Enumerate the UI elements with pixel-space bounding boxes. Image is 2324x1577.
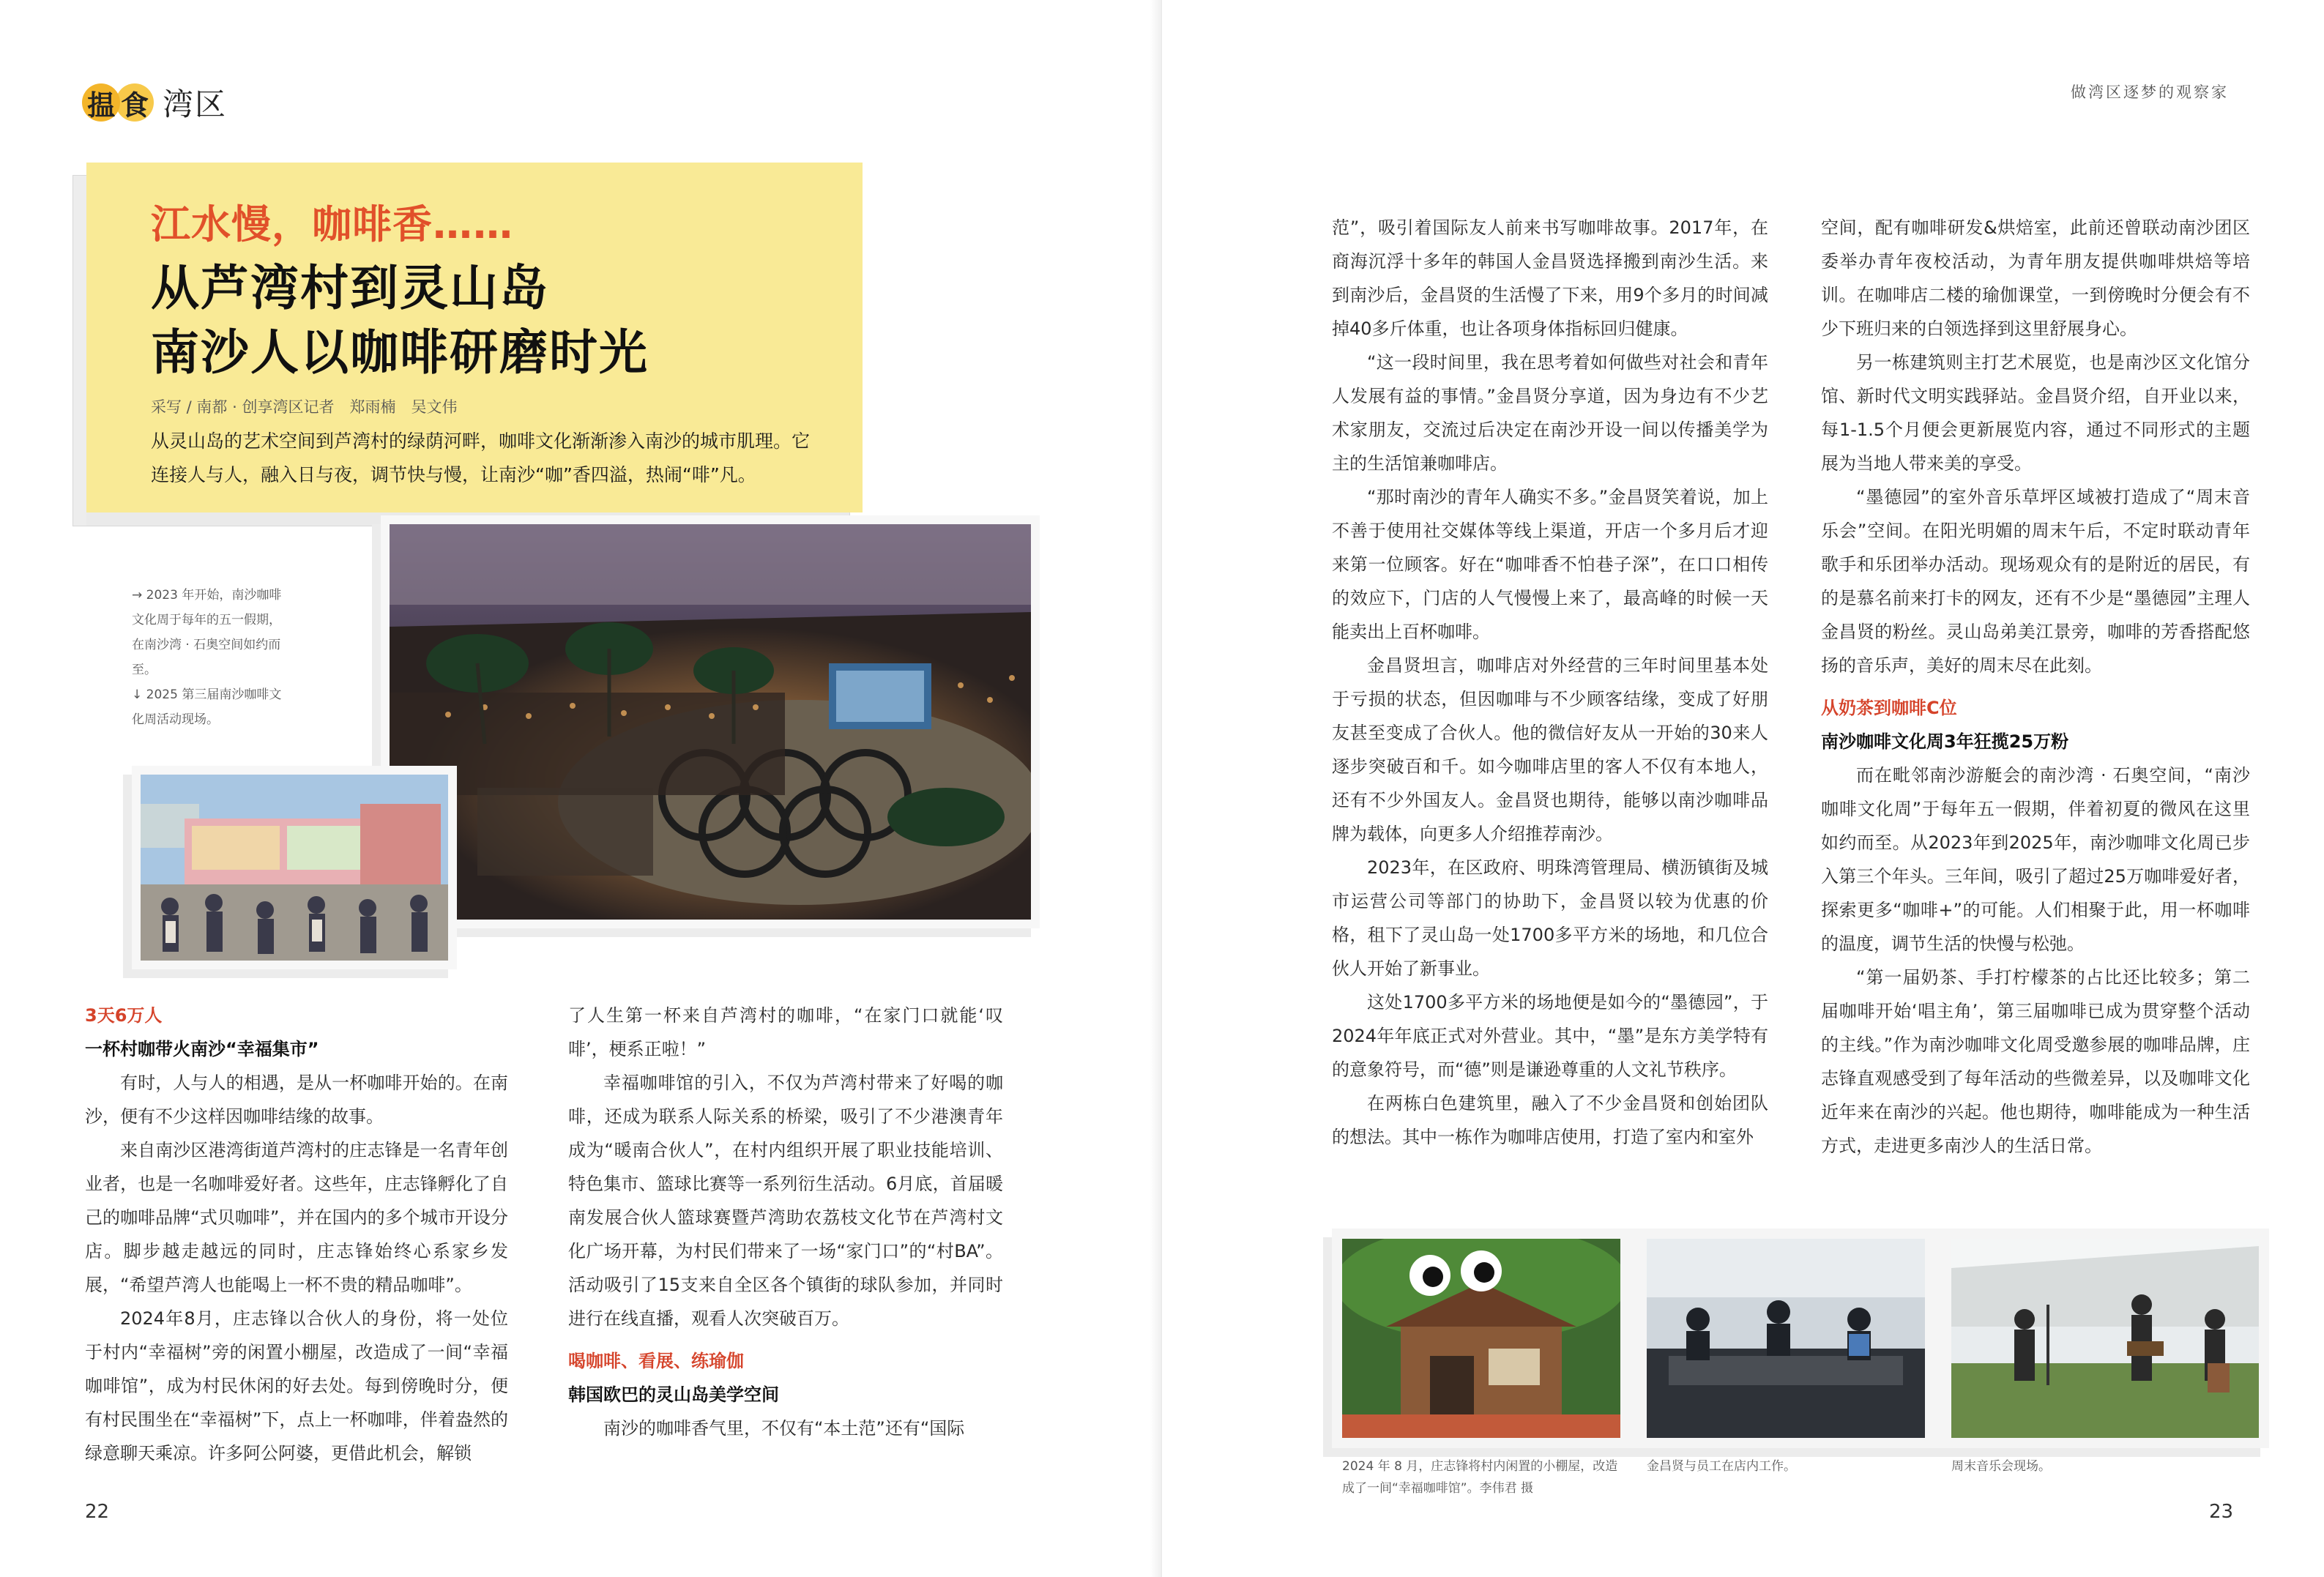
main-event-photo: [381, 515, 1040, 928]
night-plaza-image: [390, 524, 1031, 920]
headline-line-1: 从芦湾村到灵山岛: [151, 260, 549, 316]
headline: [151, 256, 649, 385]
section-heading-red: 喝咖啡、看展、练瑜伽: [568, 1351, 744, 1371]
section-heading-red: 3天6万人: [85, 1005, 163, 1026]
deck-summary: 从灵山岛的艺术空间到芦湾村的绿荫河畔，咖啡文化渐渐渗入南沙的城市肌理。它连接人与人，融入日与夜，调节快与慢，让南沙“咖”香四溢，热闹“啡”凡。: [151, 430, 811, 485]
right-column-2: [1821, 211, 2250, 1163]
headline-line-2: 南沙人以咖啡研磨时光: [151, 324, 649, 381]
paragraph: “第一届奶茶、手打柠檬茶的占比还比较多；第二届咖啡开始‘唱主角’，第三届咖啡已成为贯穿整个活动的主线。”作为南沙咖啡文化周受邀参展的咖啡品牌，庄志锋直观感受到了每年活动的些微差异，以及咖啡文化近年来在南沙的兴起。他也期待，咖啡能成为一种生活方式，走进更多南沙人的生活日常。: [1821, 967, 2250, 1156]
paragraph: 这处1700多平方米的场地便是如今的“墨德园”，于2024年年底正式对外营业。其中，“墨”是东方美学特有的意象符号，而“德”则是谦逊尊重的人文礼节秩序。: [1332, 992, 1768, 1080]
section-subheading: 韩国欧巴的灵山岛美学空间: [568, 1384, 779, 1405]
title-box: [86, 163, 863, 512]
paragraph: 南沙的咖啡香气里，不仅有“本土范”还有“国际: [603, 1418, 965, 1439]
logo-char-2: 食: [120, 88, 149, 122]
byline: 采写 / 南都 · 创享湾区记者 郑雨楠 吴文伟: [151, 398, 458, 416]
right-page: [1162, 0, 2324, 1577]
section-subheading: 南沙咖啡文化周3年狂揽25万粉: [1821, 731, 2069, 752]
caption-line-2: ↓ 2025 第三届南沙咖啡文化周活动现场。: [132, 687, 282, 727]
page-number-right: 23: [2209, 1501, 2234, 1523]
paragraph: 了人生第一杯来自芦湾村的咖啡，“在家门口就能‘叹啡’，梗系正啦！”: [568, 1005, 1003, 1059]
paragraph: 来自南沙区港湾街道芦湾村的庄志锋是一名青年创业者，也是一名咖啡爱好者。这些年，庄志锋孵化了自己的咖啡品牌“式贝咖啡”，并在国内的多个城市开设分店。脚步越走越远的同时，庄志锋始终心系家乡发展，“希望芦湾人也能喝上一杯不贵的精品咖啡”。: [85, 1140, 508, 1295]
left-column-2: [568, 999, 1003, 1445]
photo-strip: [1332, 1229, 2269, 1448]
logo-circle-2: [116, 83, 154, 122]
photo-caption-2: 金昌贤与员工在店内工作。: [1647, 1459, 1796, 1474]
left-column-1: [85, 999, 508, 1470]
paragraph: 2024年8月，庄志锋以合伙人的身份，将一处位于村内“幸福树”旁的闲置小棚屋，改造成了一间“幸福咖啡馆”，成为村民休闲的好去处。每到傍晚时分，便有村民围坐在“幸福树”下，点上一杯咖啡，伴着盎然的绿意聊天乘凉。许多阿公阿婆，更借此机会，解锁: [85, 1308, 508, 1464]
photo-caption-3: 周末音乐会现场。: [1951, 1459, 2051, 1474]
market-photo: [132, 766, 457, 969]
main-photo-caption: [132, 583, 286, 732]
section-heading-red: 从奶茶到咖啡C位: [1821, 698, 1957, 718]
header-slogan: 做湾区逐梦的观察家: [2071, 83, 2229, 101]
logo-text: 湾区: [163, 86, 228, 122]
paragraph: 2023年，在区政府、明珠湾管理局、横沥镇街及城市运营公司等部门的协助下，金昌贤以较为优惠的价格，租下了灵山岛一处1700多平方米的场地，和几位合伙人开始了新事业。: [1332, 857, 1768, 979]
paragraph: 有时，人与人的相遇，是从一杯咖啡开始的。在南沙，便有不少这样因咖啡结缘的故事。: [85, 1073, 508, 1127]
paragraph: “墨德园”的室外音乐草坪区域被打造成了“周末音乐会”空间。在阳光明媚的周末午后，不定时联动青年歌手和乐团举办活动。现场观众有的是附近的居民，有的是慕名前来打卡的网友，还有不少是“墨德园”主理人金昌贤的粉丝。灵山岛弟美江景旁，咖啡的芳香搭配悠扬的音乐声，美好的周末尽在此刻。: [1821, 487, 2250, 676]
paragraph: 而在毗邻南沙游艇会的南沙湾 · 石奥空间，“南沙咖啡文化周”于每年五一假期，伴着初夏的微风在这里如约而至。从2023年到2025年，南沙咖啡文化周已步入第三个年头。三年间，吸引了超过25万咖啡爱好者，探索更多“咖啡+”的可能。人们相聚于此，用一杯咖啡的温度，调节生活的快慢与松弛。: [1821, 765, 2250, 954]
paragraph: 金昌贤坦言，咖啡店对外经营的三年时间里基本处于亏损的状态，但因咖啡与不少顾客结缘，变成了好朋友甚至变成了合伙人。他的微信好友从一开始的30来人逐步突破百和千。如今咖啡店里的客人不仅有本地人，还有不少外国友人。金昌贤也期待，能够以南沙咖啡品牌为载体，向更多人介绍推荐南沙。: [1332, 655, 1768, 844]
daytime-market-image: [141, 775, 448, 961]
logo-char-1: 揾: [86, 88, 115, 122]
section-subheading: 一杯村咖带火南沙“幸福集市”: [85, 1039, 319, 1059]
column-logo: [82, 81, 227, 124]
paragraph: 另一栋建筑则主打艺术展览，也是南沙区文化馆分馆、新时代文明实践驿站。金昌贤介绍，自开业以来，每1-1.5个月便会更新展览内容，通过不同形式的主题展为当地人带来美的享受。: [1821, 352, 2250, 474]
photo-caption-1: 2024 年 8 月，庄志锋将村内闲置的小棚屋，改造成了一间“幸福咖啡馆”。李伟君 摄: [1342, 1459, 1618, 1496]
page-number-left: 22: [85, 1501, 110, 1523]
right-column-1: [1332, 211, 1768, 1154]
caption-line-1: → 2023 年开始，南沙咖啡文化周于每年的五一假期，在南沙湾 · 石奥空间如约而至。: [132, 588, 282, 677]
kicker-title: 江水慢，咖啡香……: [151, 201, 513, 247]
logo-circle-1: [82, 83, 120, 122]
paragraph: 在两栋白色建筑里，融入了不少金昌贤和创始团队的想法。其中一栋作为咖啡店使用，打造了室内和室外: [1332, 1093, 1768, 1147]
paragraph: “那时南沙的青年人确实不多。”金昌贤笑着说，加上不善于使用社交媒体等线上渠道，开店一个多月后才迎来第一位顾客。好在“咖啡香不怕巷子深”，在口口相传的效应下，门店的人气慢慢上来了，最高峰的时候一天能卖出上百杯咖啡。: [1332, 487, 1768, 642]
paragraph: 范”，吸引着国际友人前来书写咖啡故事。2017年，在商海沉浮十多年的韩国人金昌贤选择搬到南沙生活。来到南沙后，金昌贤的生活慢了下来，用9个多月的时间减掉40多斤体重，也让各项身体指标回归健康。: [1332, 217, 1768, 339]
paragraph: 空间，配有咖啡研发&烘焙室，此前还曾联动南沙团区委举办青年夜校活动，为青年朋友提供咖啡烘焙等培训。在咖啡店二楼的瑜伽课堂，一到傍晚时分便会有不少下班归来的白领选择到这里舒展身心。: [1821, 217, 2250, 339]
cafe-hut-image: [1342, 1239, 1620, 1438]
cafe-counter-image: [1647, 1239, 1925, 1438]
concert-image: [1951, 1239, 2259, 1438]
paragraph: “这一段时间里，我在思考着如何做些对社会和青年人发展有益的事情。”金昌贤分享道，因为身边有不少艺术家朋友，交流过后决定在南沙开设一间以传播美学为主的生活馆兼咖啡店。: [1332, 352, 1768, 474]
paragraph: 幸福咖啡馆的引入，不仅为芦湾村带来了好喝的咖啡，还成为联系人际关系的桥梁，吸引了不少港澳青年成为“暖南合伙人”，在村内组织开展了职业技能培训、特色集市、篮球比赛等一系列衍生活动。6月底，首届暖南发展合伙人篮球赛暨芦湾助农荔枝文化节在芦湾村文化广场开幕，为村民们带来了一场“家门口”的“村BA”。活动吸引了15支来自全区各个镇街的球队参加，并同时进行在线直播，观看人次突破百万。: [568, 1073, 1003, 1329]
